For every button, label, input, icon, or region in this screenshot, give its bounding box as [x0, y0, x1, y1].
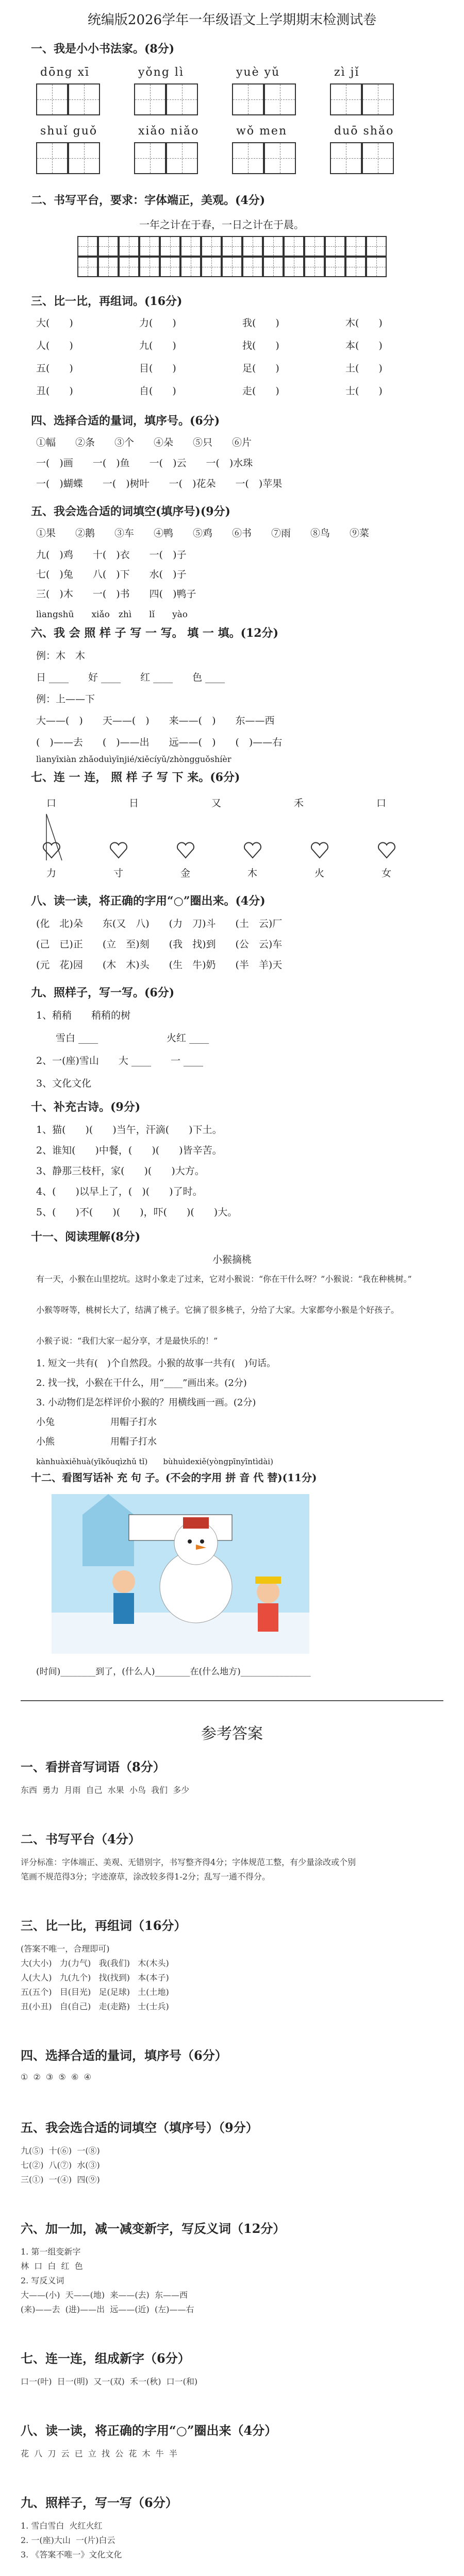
options-row: ①果 ②鹅 ③车 ④鸭 ⑤鸡 ⑥书 ⑦雨 ⑧鸟 ⑨菜 — [36, 528, 370, 539]
answer-line: 七(②) 八(⑦) 水(③) — [21, 2160, 100, 2170]
section-7-heading: 七、连 一 连， 照 样 子 写 下 来。(6分) — [31, 771, 240, 784]
compare-item: 五( ) — [36, 363, 73, 374]
options-row: ①幅 ②条 ③个 ④朵 ⑤只 ⑥片 — [36, 437, 252, 448]
story-title: 小猴摘桃 — [212, 1254, 252, 1265]
answer-line: 东西 勇力 月雨 自己 水果 小鸟 我们 多少 — [21, 1785, 190, 1795]
answer-heading: 三、比一比，再组词（16分） — [21, 1918, 187, 1933]
section-2-heading: 二、书写平台，要求：字体端正，美观。(4分) — [31, 194, 266, 207]
question: 1. 短文一共有( )个自然段。小猴的故事一共有( )句话。 — [36, 1358, 276, 1369]
question: 小熊 用帽子打水 — [36, 1436, 157, 1447]
pinyin-3: yuè yǔ — [236, 66, 280, 79]
page-title: 统编版2026学年一年级语文上学期期末检测试卷 — [87, 12, 377, 28]
answer-line: 五(五个) 目(目光) 足(足球) 土(土地) — [21, 1987, 169, 1997]
compare-item: 丑( ) — [36, 385, 73, 397]
compare-item: 大( ) — [36, 317, 73, 329]
choice-row[interactable]: (己 已)正 (立 至)刻 (我 找)到 (公 云)车 — [36, 939, 283, 950]
answer-line: 三(①) 一(④) 四(⑨) — [21, 2175, 100, 2184]
answer-line: 大(大小) 力(力气) 我(我们) 木(木头) — [21, 1958, 169, 1968]
writing-grid[interactable] — [232, 83, 296, 115]
pinyin-7: wǒ men — [236, 125, 288, 138]
answer-line: 3. 《答案不唯一》文化文化 — [21, 2550, 122, 2560]
fill-row: 三( )木 一( )书 四( )鸭子 — [36, 588, 196, 600]
compare-item: 我( ) — [242, 317, 279, 329]
char-bottom[interactable]: 力 — [46, 868, 57, 879]
answer-heading: 四、选择合适的量词，填序号（6分） — [21, 2048, 227, 2063]
section-11-heading: 十一、阅读理解(8分) — [31, 1230, 141, 1244]
pinyin-6: xiǎo niǎo — [138, 125, 200, 138]
writing-grid[interactable] — [134, 142, 198, 174]
char-top[interactable]: 口 — [46, 798, 57, 809]
char-bottom[interactable]: 金 — [180, 868, 191, 879]
example: 例：木 木 — [36, 650, 86, 662]
pinyin-row: lìangshū xiǎo zhì lǐ yào — [36, 609, 188, 620]
char-top[interactable]: 日 — [129, 798, 139, 809]
section-5-heading: 五、我会选合适的词填空(填序号)(9分) — [31, 505, 230, 518]
fill-row: ( )——去 ( )——出 远——( ) ( )——右 — [36, 737, 283, 748]
fill-row: 一( )蝴蝶 一( )树叶 一( )花朵 一( )苹果 — [36, 478, 283, 489]
answer-heading: 八、读一读，将正确的字用“○”圈出来（4分） — [21, 2423, 277, 2438]
answer-heading: 一、看拼音写词语（8分） — [21, 1759, 165, 1774]
story-para: 小猴等呀等，桃树长大了，结满了桃子。它摘了很多桃子，分给了大家。大家都夸小猴是个好孩子。 — [36, 1305, 400, 1315]
answer-line: (来)——去 (进)——出 远——(近) (左)——右 — [21, 2304, 194, 2314]
pinyin-4: zì jǐ — [334, 66, 360, 79]
fill-row: 一( )画 一( )鱼 一( )云 一( )水珠 — [36, 457, 253, 469]
answer-line: 2. 写反义词 — [21, 2276, 64, 2285]
answer-line: 1. 第一组变新字 — [21, 2247, 81, 2257]
char-bottom[interactable]: 寸 — [113, 868, 124, 879]
pinyin-row: kànhuàxiěhuà(yīkǒuqìzhǔ tǐ) bùhuìdexiě(yòngpīnyīntìdài) — [36, 1457, 273, 1466]
heart-icon — [175, 840, 196, 860]
pinyin-1: dōng xī — [40, 66, 90, 79]
compare-item: 土( ) — [345, 363, 383, 374]
answer-heading: 五、我会选合适的词填空（填序号）（9分） — [21, 2120, 258, 2135]
answer-heading: 二、书写平台（4分） — [21, 1832, 141, 1846]
choice-row[interactable]: (元 花)园 (木 木)头 (生 牛)奶 (半 羊)天 — [36, 959, 283, 971]
writing-grid[interactable] — [36, 83, 100, 115]
compare-item: 力( ) — [139, 317, 176, 329]
compare-item: 士( ) — [345, 385, 383, 397]
section-3-heading: 三、比一比，再组词。(16分) — [31, 295, 183, 308]
pinyin-2: yǒng lì — [138, 66, 184, 79]
example: 1、稍稍 稍稍的树 — [36, 1010, 131, 1021]
answer-line: 丑(小丑) 自(自己) 走(走路) 士(士兵) — [21, 2002, 169, 2011]
answer-line: 1. 雪白雪白 火红火红 — [21, 2521, 103, 2531]
writing-grid[interactable] — [330, 83, 394, 115]
writing-grid-row[interactable] — [77, 236, 387, 257]
choice-row[interactable]: (化 北)朵 东(又 八) (力 刀)斗 (土 云)厂 — [36, 918, 283, 929]
answer-line: ① ② ③ ⑤ ⑥ ④ — [21, 2072, 91, 2082]
answer-heading: 九、照样子，写一写（6分） — [21, 2495, 178, 2510]
answer-heading: 六、加一加，减一减变新字，写反义词（12分） — [21, 2221, 286, 2236]
fill-row: 七( )兔 八( )下 水( )子 — [36, 569, 187, 580]
writing-grid[interactable] — [134, 83, 198, 115]
answer-line: 花 八 刀 云 已 立 找 公 花 木 牛 半 — [21, 2449, 177, 2459]
heart-icon — [376, 840, 397, 860]
compare-item: 木( ) — [345, 317, 383, 329]
writing-grid[interactable] — [232, 142, 296, 174]
fill-row: 2、一(座)雪山 大 ____ 一 ____ — [36, 1055, 203, 1066]
heart-icon — [108, 840, 129, 860]
answer-line: 大——(小) 天——(地) 来——(去) 东——西 — [21, 2290, 188, 2300]
pinyin-row: lìanyīxiàn zhǎoduìyīnjié/xiěcíyǔ/zhòngguǒshíèr — [36, 754, 231, 764]
section-10-heading: 十、补充古诗。(9分) — [31, 1100, 141, 1114]
story-para: 小猴子说：“我们大家一起分享，才是最快乐的！” — [36, 1336, 218, 1346]
compare-item: 足( ) — [242, 363, 279, 374]
writing-grid-row[interactable] — [77, 257, 387, 277]
char-top[interactable]: 口 — [376, 798, 387, 809]
poem-line: 3、静那三枝杆，家( )( )大方。 — [36, 1165, 205, 1177]
compare-item: 自( ) — [139, 385, 176, 397]
poem-line: 5、( )不( )( )，吓( )( )大。 — [36, 1207, 238, 1218]
fill-row: 大——( ) 天——( ) 来——( ) 东——西 — [36, 715, 275, 726]
heart-icon — [242, 840, 263, 860]
section-4-heading: 四、选择合适的量词，填序号。(6分) — [31, 414, 220, 428]
question: 小兔 用帽子打水 — [36, 1417, 157, 1428]
fill-row: 九( )鸡 十( )衣 一( )子 — [36, 549, 187, 561]
pinyin-5: shuǐ guǒ — [40, 125, 98, 138]
compare-item: 本( ) — [345, 340, 383, 351]
copy-sentence: 一年之计在于春，一日之计在于晨。 — [139, 218, 304, 231]
section-6-heading: 六、我 会 照 样 子 写 一 写。 填 一 填。(12分) — [31, 626, 279, 640]
fill-row: 雪白 ____ 火红 ____ — [36, 1032, 209, 1044]
heart-icon — [41, 840, 62, 860]
char-bottom[interactable]: 火 — [314, 868, 325, 879]
poem-line: 4、( )以早上了，( )( )了时。 — [36, 1186, 203, 1197]
char-bottom[interactable]: 木 — [247, 868, 258, 879]
char-top[interactable]: 禾 — [294, 798, 304, 809]
answer-title: 参考答案 — [201, 1725, 263, 1743]
section-9-heading: 九、照样子，写一写。(6分) — [31, 986, 175, 999]
poem-line: 1、猫( )( )当午，汗滴( )下土。 — [36, 1124, 222, 1136]
snowman-illustration — [52, 1494, 309, 1654]
matching-lines — [31, 804, 433, 881]
answer-line: 评分标准：字体端正、美观、无错别字，书写整齐得4分；字体规范工整，有少量涂改或个别 — [21, 1857, 356, 1867]
story-para: 有一天，小猴在山里挖坑。这时小象走了过来，它对小猴说：“你在干什么呀？”小猴说：“我在种桃树。” — [36, 1274, 412, 1284]
answer-line: (答案不唯一，合理即可) — [21, 1944, 110, 1954]
section-1-heading: 一、我是小小书法家。(8分) — [31, 42, 175, 56]
answer-divider — [21, 1700, 443, 1701]
caption-fill: (时间)________到了，(什么人)________在(什么地方)________________ — [36, 1667, 311, 1677]
compare-item: 目( ) — [139, 363, 176, 374]
writing-grid[interactable] — [36, 142, 100, 174]
answer-line: 2. 一(座)大山 一(片)白云 — [21, 2535, 115, 2545]
pinyin-8: duō shǎo — [334, 125, 394, 138]
answer-heading: 七、连一连，组成新字（6分） — [21, 2351, 190, 2366]
answer-line: 人(大人) 九(九个) 找(找到) 本(本子) — [21, 1973, 169, 1982]
compare-item: 人( ) — [36, 340, 73, 351]
section-8-heading: 八、读一读，将正确的字用“○”圈出来。(4分) — [31, 894, 266, 908]
question: 2. 找一找，小猴在干什么，用“____”画出来。(2分) — [36, 1378, 247, 1388]
example: 例：上——下 — [36, 693, 95, 705]
compare-item: 找( ) — [242, 340, 279, 351]
char-top[interactable]: 又 — [211, 798, 222, 809]
answer-line: 九(⑤) 十(⑥) 一(⑧) — [21, 2146, 100, 2156]
writing-grid[interactable] — [330, 142, 394, 174]
answer-line: 林 口 白 红 色 — [21, 2261, 83, 2271]
poem-line: 2、谁知( )中餐，( )( )皆辛苦。 — [36, 1145, 222, 1156]
compare-item: 走( ) — [242, 385, 279, 397]
fill-row: 3、文化文化 — [36, 1078, 92, 1089]
heart-icon — [309, 840, 330, 860]
question: 3. 小动物们是怎样评价小猴的？用横线画一画。(2分) — [36, 1397, 256, 1408]
answer-line: 口一(叶) 日一(明) 又一(双) 禾一(秋) 口一(和) — [21, 2377, 198, 2386]
section-12-heading: 十二、看图写话补 充 句 子。(不会的字用 拼 音 代 替)(11分) — [31, 1471, 317, 1484]
char-bottom[interactable]: 女 — [382, 868, 392, 879]
fill-row: 日 ____ 好 ____ 红 ____ 色 ____ — [36, 672, 225, 683]
answer-line: 笔画不规范得3分；字迹潦草，涂改较多得1-2分；乱写一通不得分。 — [21, 1872, 270, 1882]
compare-item: 九( ) — [139, 340, 176, 351]
